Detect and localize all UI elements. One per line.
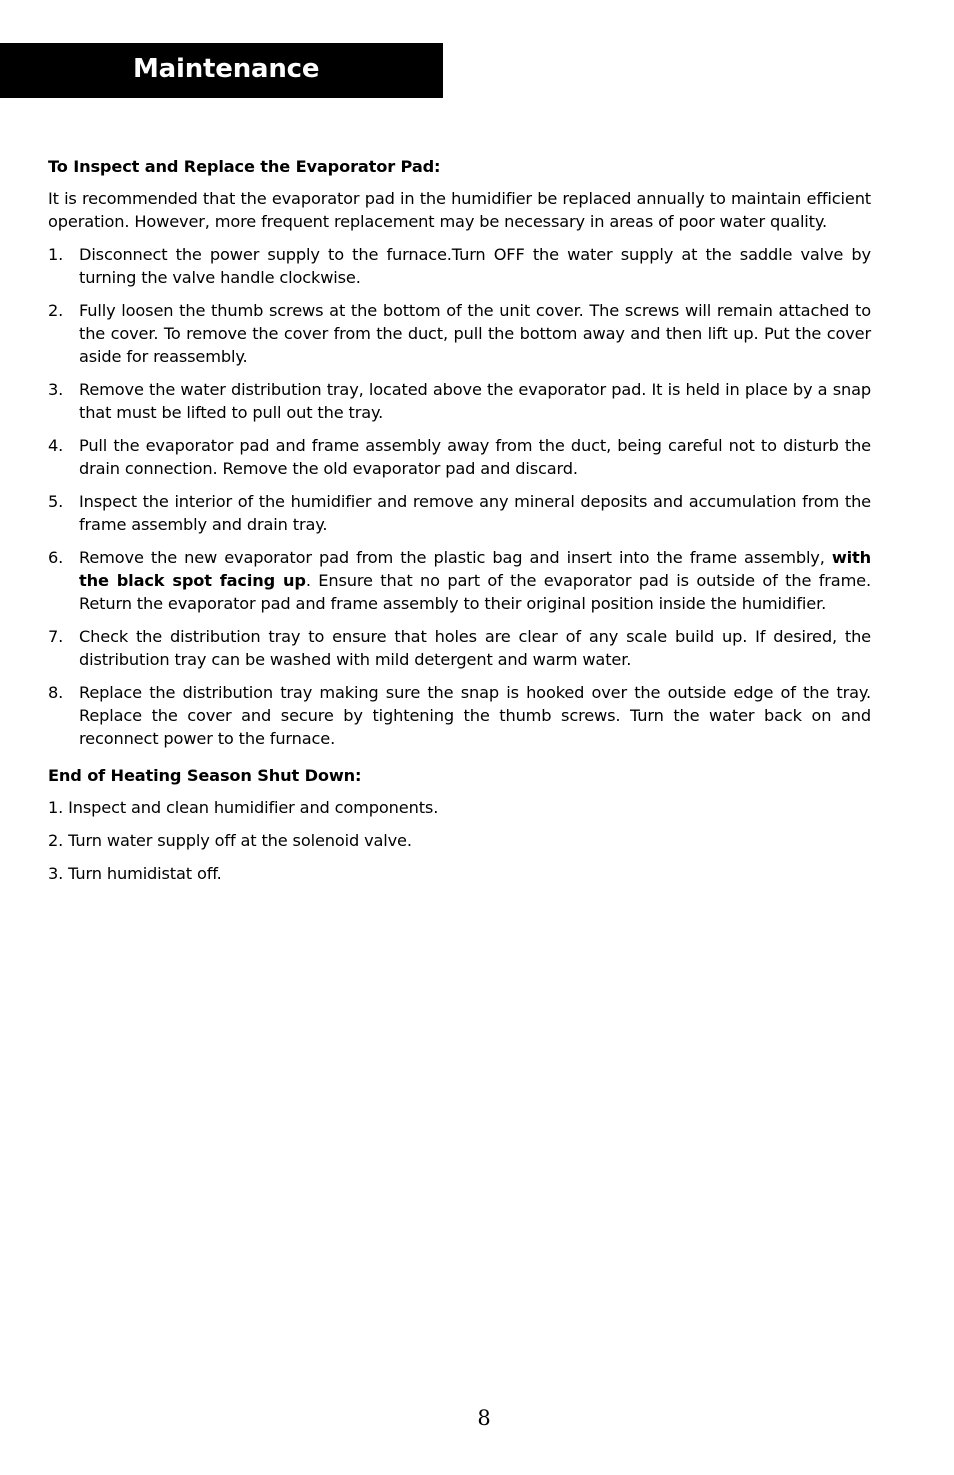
step-number: 7. (48, 627, 64, 646)
shutdown-item: 1. Inspect and clean humidifier and components. (48, 798, 439, 817)
step-item (48, 546, 871, 615)
step-number: 8. (48, 683, 64, 702)
step-text: Disconnect the power supply to the furnace.Turn OFF the water supply at the saddle valve by turning the valve handle clockwise. (79, 245, 871, 287)
step-text-start: Remove the new evaporator pad from the plastic bag and insert into the frame assembly, (79, 548, 832, 567)
inspect-intro: It is recommended that the evaporator pad in the humidifier be replaced annually to maintain efficient operation. However, more frequent replacement may be necessary in areas of poor water quality. (48, 189, 871, 231)
step-text-end: . Ensure that no part of the evaporator pad is outside of the frame. Return the evaporator pad and frame assembly to their original position inside the humidifier. (79, 571, 871, 613)
shutdown-heading: End of Heating Season Shut Down: (48, 766, 362, 785)
step-item (48, 681, 871, 750)
step-item (48, 299, 871, 368)
step-item (48, 434, 871, 480)
step-text: Inspect the interior of the humidifier and remove any mineral deposits and accumulation from the frame assembly and drain tray. (79, 492, 871, 534)
shutdown-item: 2. Turn water supply off at the solenoid valve. (48, 831, 412, 850)
inspect-steps-list (48, 243, 871, 750)
step-item (48, 625, 871, 671)
page-number: 8 (477, 1406, 491, 1430)
step-text: Replace the distribution tray making sure the snap is hooked over the outside edge of the tray. Replace the cover and secure by tightening the thumb screws. Turn the water back on and reconnect power to the furnace. (79, 683, 871, 748)
step-number: 6. (48, 548, 64, 567)
step-number: 2. (48, 301, 64, 320)
step-text: Pull the evaporator pad and frame assembly away from the duct, being careful not to disturb the drain connection. Remove the old evaporator pad and discard. (79, 436, 871, 478)
page-title: Maintenance (133, 54, 320, 84)
step-number: 3. (48, 380, 64, 399)
shutdown-item: 3. Turn humidistat off. (48, 864, 222, 883)
step-text: Remove the water distribution tray, located above the evaporator pad. It is held in place by a snap that must be lifted to pull out the tray. (79, 380, 871, 422)
step-text: Fully loosen the thumb screws at the bottom of the unit cover. The screws will remain attached to the cover. To remove the cover from the duct, pull the bottom away and then lift up. Put the cover aside for reassembly. (79, 301, 871, 366)
step-item (48, 243, 871, 289)
step-number: 4. (48, 436, 64, 455)
inspect-heading: To Inspect and Replace the Evaporator Pad: (48, 157, 441, 176)
shutdown-section (48, 764, 871, 885)
step-number: 1. (48, 245, 64, 264)
step-item (48, 490, 871, 536)
step-number: 5. (48, 492, 64, 511)
maintenance-content (48, 155, 871, 895)
section-banner (0, 43, 443, 98)
step-text: Check the distribution tray to ensure that holes are clear of any scale build up. If desired, the distribution tray can be washed with mild detergent and warm water. (79, 627, 871, 669)
step-item (48, 378, 871, 424)
step-text-emphasis: with the black spot facing up (79, 548, 871, 590)
